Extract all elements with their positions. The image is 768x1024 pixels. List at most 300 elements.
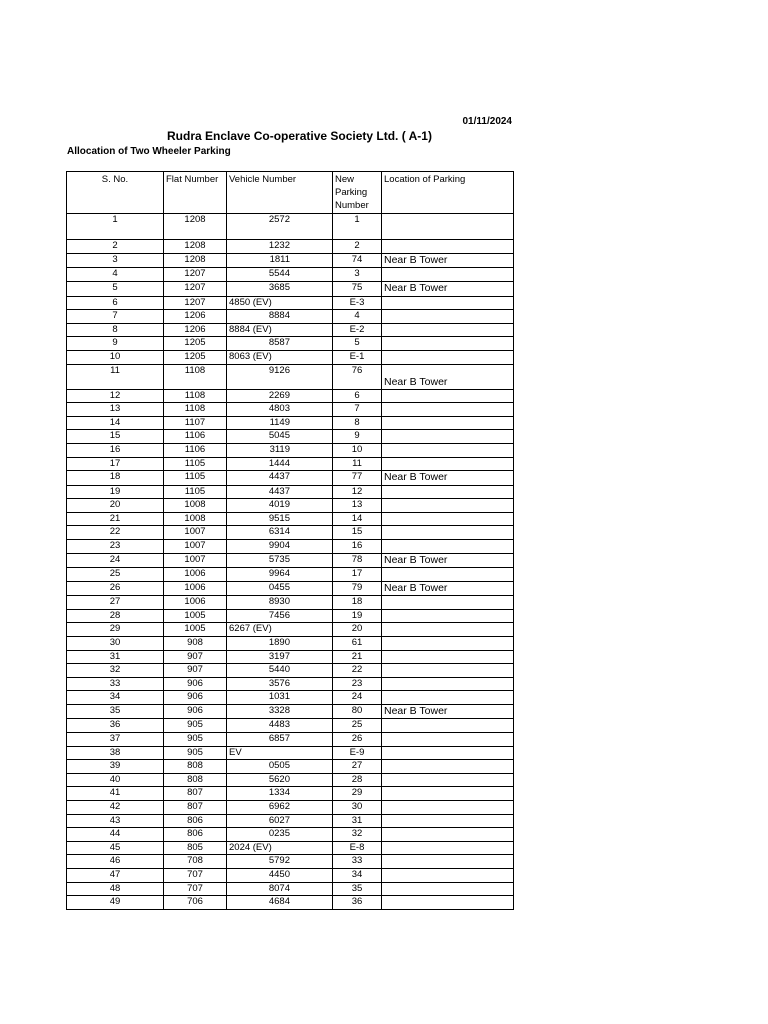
- cell-vehicle-number: 6267 (EV): [227, 623, 333, 637]
- cell-vehicle-number: 8884 (EV): [227, 323, 333, 337]
- cell-flat-number: 1105: [164, 485, 227, 499]
- document-date: 01/11/2024: [462, 116, 512, 127]
- cell-parking-number: 78: [333, 553, 382, 568]
- cell-sno: 36: [67, 719, 164, 733]
- cell-vehicle-number: 3685: [227, 282, 333, 297]
- table-row: [67, 350, 514, 364]
- table-row: [67, 337, 514, 351]
- column-header-new-parking-number: New Parking Number: [333, 172, 382, 214]
- cell-location: Near B Tower: [382, 581, 514, 596]
- cell-location: [382, 296, 514, 310]
- cell-parking-number: 3: [333, 268, 382, 282]
- table-row: [67, 389, 514, 403]
- cell-parking-number: 31: [333, 814, 382, 828]
- cell-location: [382, 310, 514, 324]
- table-row: [67, 364, 514, 389]
- cell-sno: 8: [67, 323, 164, 337]
- cell-vehicle-number: 2572: [227, 214, 333, 240]
- table-row: [67, 623, 514, 637]
- cell-sno: 35: [67, 704, 164, 719]
- cell-parking-number: E-2: [333, 323, 382, 337]
- cell-sno: 32: [67, 664, 164, 678]
- table-row: [67, 773, 514, 787]
- cell-location: [382, 457, 514, 471]
- cell-location: Near B Tower: [382, 471, 514, 486]
- table-row: [67, 430, 514, 444]
- cell-sno: 5: [67, 282, 164, 297]
- cell-sno: 7: [67, 310, 164, 324]
- cell-vehicle-number: 4483: [227, 719, 333, 733]
- cell-vehicle-number: 1811: [227, 253, 333, 268]
- table-row: [67, 677, 514, 691]
- table-row: [67, 882, 514, 896]
- cell-vehicle-number: 5792: [227, 855, 333, 869]
- cell-parking-number: 79: [333, 581, 382, 596]
- table-row: [67, 828, 514, 842]
- cell-flat-number: 707: [164, 868, 227, 882]
- cell-parking-number: 74: [333, 253, 382, 268]
- cell-location: [382, 268, 514, 282]
- cell-location: [382, 841, 514, 855]
- cell-vehicle-number: 3328: [227, 704, 333, 719]
- cell-vehicle-number: 8587: [227, 337, 333, 351]
- cell-flat-number: 1108: [164, 389, 227, 403]
- cell-location: [382, 773, 514, 787]
- cell-location: [382, 664, 514, 678]
- cell-location: [382, 677, 514, 691]
- cell-location: [382, 323, 514, 337]
- cell-vehicle-number: 9126: [227, 364, 333, 389]
- cell-flat-number: 1208: [164, 240, 227, 254]
- cell-parking-number: 61: [333, 636, 382, 650]
- cell-parking-number: 33: [333, 855, 382, 869]
- cell-flat-number: 1008: [164, 512, 227, 526]
- cell-flat-number: 806: [164, 814, 227, 828]
- cell-sno: 15: [67, 430, 164, 444]
- cell-parking-number: 75: [333, 282, 382, 297]
- cell-parking-number: 36: [333, 896, 382, 910]
- cell-sno: 26: [67, 581, 164, 596]
- table-row: [67, 855, 514, 869]
- cell-parking-number: 20: [333, 623, 382, 637]
- cell-flat-number: 1206: [164, 310, 227, 324]
- cell-location: [382, 800, 514, 814]
- cell-vehicle-number: 8930: [227, 596, 333, 610]
- cell-flat-number: 1006: [164, 596, 227, 610]
- cell-vehicle-number: 4437: [227, 471, 333, 486]
- cell-sno: 24: [67, 553, 164, 568]
- cell-parking-number: 1: [333, 214, 382, 240]
- table-row: [67, 596, 514, 610]
- cell-vehicle-number: 5045: [227, 430, 333, 444]
- cell-location: [382, 596, 514, 610]
- cell-sno: 21: [67, 512, 164, 526]
- cell-parking-number: 2: [333, 240, 382, 254]
- cell-vehicle-number: 3119: [227, 443, 333, 457]
- table-row: [67, 268, 514, 282]
- cell-flat-number: 1106: [164, 443, 227, 457]
- cell-vehicle-number: 1444: [227, 457, 333, 471]
- cell-vehicle-number: 1031: [227, 691, 333, 705]
- cell-vehicle-number: 4437: [227, 485, 333, 499]
- table-row: [67, 868, 514, 882]
- cell-flat-number: 1007: [164, 553, 227, 568]
- table-row: [67, 609, 514, 623]
- cell-parking-number: 10: [333, 443, 382, 457]
- cell-vehicle-number: 1149: [227, 416, 333, 430]
- table-row: [67, 240, 514, 254]
- cell-sno: 28: [67, 609, 164, 623]
- table-row: [67, 416, 514, 430]
- society-title: Rudra Enclave Co-operative Society Ltd. ( A-1): [167, 129, 432, 143]
- cell-sno: 17: [67, 457, 164, 471]
- cell-parking-number: 4: [333, 310, 382, 324]
- cell-location: Near B Tower: [382, 704, 514, 719]
- table-row: [67, 800, 514, 814]
- cell-location: Near B Tower: [382, 253, 514, 268]
- cell-vehicle-number: 4684: [227, 896, 333, 910]
- cell-location: [382, 539, 514, 553]
- cell-sno: 41: [67, 787, 164, 801]
- cell-flat-number: 806: [164, 828, 227, 842]
- cell-vehicle-number: 8074: [227, 882, 333, 896]
- table-row: [67, 746, 514, 760]
- cell-parking-number: 16: [333, 539, 382, 553]
- cell-parking-number: 7: [333, 403, 382, 417]
- cell-location: [382, 746, 514, 760]
- cell-parking-number: 80: [333, 704, 382, 719]
- cell-parking-number: 11: [333, 457, 382, 471]
- cell-flat-number: 1207: [164, 282, 227, 297]
- cell-parking-number: 9: [333, 430, 382, 444]
- cell-flat-number: 1207: [164, 268, 227, 282]
- cell-flat-number: 905: [164, 746, 227, 760]
- cell-flat-number: 1107: [164, 416, 227, 430]
- cell-location: [382, 485, 514, 499]
- cell-vehicle-number: 5735: [227, 553, 333, 568]
- cell-flat-number: 906: [164, 704, 227, 719]
- cell-parking-number: 12: [333, 485, 382, 499]
- cell-flat-number: 1105: [164, 471, 227, 486]
- table-row: [67, 553, 514, 568]
- cell-parking-number: 15: [333, 526, 382, 540]
- document-subtitle: Allocation of Two Wheeler Parking: [67, 146, 231, 157]
- cell-flat-number: 807: [164, 787, 227, 801]
- cell-sno: 9: [67, 337, 164, 351]
- cell-sno: 20: [67, 499, 164, 513]
- cell-flat-number: 1007: [164, 539, 227, 553]
- cell-sno: 38: [67, 746, 164, 760]
- cell-flat-number: 1008: [164, 499, 227, 513]
- cell-flat-number: 1005: [164, 623, 227, 637]
- column-header-vehicle-number: Vehicle Number: [227, 172, 333, 214]
- cell-parking-number: 30: [333, 800, 382, 814]
- cell-location: [382, 882, 514, 896]
- cell-parking-number: 76: [333, 364, 382, 389]
- table-row: [67, 896, 514, 910]
- cell-sno: 39: [67, 760, 164, 774]
- cell-parking-number: 32: [333, 828, 382, 842]
- cell-parking-number: 8: [333, 416, 382, 430]
- cell-sno: 44: [67, 828, 164, 842]
- cell-flat-number: 807: [164, 800, 227, 814]
- cell-flat-number: 1007: [164, 526, 227, 540]
- table-row: [67, 704, 514, 719]
- cell-vehicle-number: 7456: [227, 609, 333, 623]
- cell-parking-number: 18: [333, 596, 382, 610]
- cell-flat-number: 805: [164, 841, 227, 855]
- cell-location: [382, 733, 514, 747]
- cell-flat-number: 1205: [164, 337, 227, 351]
- cell-flat-number: 1207: [164, 296, 227, 310]
- cell-flat-number: 907: [164, 650, 227, 664]
- cell-parking-number: 28: [333, 773, 382, 787]
- cell-parking-number: E-8: [333, 841, 382, 855]
- cell-vehicle-number: 9964: [227, 568, 333, 582]
- cell-flat-number: 905: [164, 733, 227, 747]
- cell-flat-number: 808: [164, 760, 227, 774]
- cell-flat-number: 906: [164, 691, 227, 705]
- cell-vehicle-number: 1232: [227, 240, 333, 254]
- cell-sno: 19: [67, 485, 164, 499]
- parking-allocation-table: [66, 171, 514, 910]
- cell-location: Near B Tower: [382, 282, 514, 297]
- cell-location: [382, 828, 514, 842]
- cell-flat-number: 706: [164, 896, 227, 910]
- cell-parking-number: 29: [333, 787, 382, 801]
- cell-parking-number: 27: [333, 760, 382, 774]
- cell-location: [382, 868, 514, 882]
- cell-vehicle-number: 0505: [227, 760, 333, 774]
- cell-location: [382, 526, 514, 540]
- cell-location: [382, 691, 514, 705]
- table-body: [67, 214, 514, 910]
- cell-flat-number: 1108: [164, 403, 227, 417]
- table-row: [67, 719, 514, 733]
- cell-location: [382, 443, 514, 457]
- table-row: [67, 691, 514, 705]
- cell-parking-number: E-9: [333, 746, 382, 760]
- cell-parking-number: 17: [333, 568, 382, 582]
- table-row: [67, 733, 514, 747]
- cell-sno: 12: [67, 389, 164, 403]
- table-row: [67, 636, 514, 650]
- cell-location: Near B Tower: [382, 553, 514, 568]
- cell-sno: 42: [67, 800, 164, 814]
- table-row: [67, 581, 514, 596]
- cell-parking-number: 22: [333, 664, 382, 678]
- cell-flat-number: 1105: [164, 457, 227, 471]
- table-row: [67, 650, 514, 664]
- cell-sno: 11: [67, 364, 164, 389]
- table-row: [67, 457, 514, 471]
- cell-location: [382, 337, 514, 351]
- table-row: [67, 214, 514, 240]
- cell-sno: 2: [67, 240, 164, 254]
- cell-parking-number: 77: [333, 471, 382, 486]
- cell-vehicle-number: 6314: [227, 526, 333, 540]
- table-row: [67, 471, 514, 486]
- table-row: [67, 787, 514, 801]
- cell-vehicle-number: 5620: [227, 773, 333, 787]
- cell-vehicle-number: 6027: [227, 814, 333, 828]
- cell-sno: 34: [67, 691, 164, 705]
- cell-vehicle-number: 2024 (EV): [227, 841, 333, 855]
- cell-vehicle-number: 3576: [227, 677, 333, 691]
- cell-vehicle-number: 6857: [227, 733, 333, 747]
- cell-sno: 23: [67, 539, 164, 553]
- cell-vehicle-number: EV: [227, 746, 333, 760]
- table-row: [67, 485, 514, 499]
- cell-flat-number: 1208: [164, 214, 227, 240]
- cell-sno: 31: [67, 650, 164, 664]
- cell-sno: 45: [67, 841, 164, 855]
- cell-vehicle-number: 1334: [227, 787, 333, 801]
- cell-flat-number: 908: [164, 636, 227, 650]
- table-row: [67, 310, 514, 324]
- table-row: [67, 539, 514, 553]
- cell-sno: 40: [67, 773, 164, 787]
- cell-sno: 37: [67, 733, 164, 747]
- cell-location: [382, 389, 514, 403]
- cell-sno: 25: [67, 568, 164, 582]
- cell-sno: 13: [67, 403, 164, 417]
- cell-vehicle-number: 4450: [227, 868, 333, 882]
- cell-vehicle-number: 0235: [227, 828, 333, 842]
- cell-flat-number: 1205: [164, 350, 227, 364]
- cell-location: [382, 416, 514, 430]
- cell-sno: 16: [67, 443, 164, 457]
- cell-flat-number: 708: [164, 855, 227, 869]
- cell-vehicle-number: 4019: [227, 499, 333, 513]
- cell-flat-number: 707: [164, 882, 227, 896]
- cell-sno: 43: [67, 814, 164, 828]
- cell-parking-number: E-1: [333, 350, 382, 364]
- column-header-flat-number: Flat Number: [164, 172, 227, 214]
- cell-vehicle-number: 1890: [227, 636, 333, 650]
- column-header-location-of-parking: Location of Parking: [382, 172, 514, 214]
- cell-flat-number: 1208: [164, 253, 227, 268]
- table-row: [67, 760, 514, 774]
- table-row: [67, 814, 514, 828]
- cell-flat-number: 1006: [164, 581, 227, 596]
- cell-location: [382, 350, 514, 364]
- cell-location: [382, 499, 514, 513]
- cell-parking-number: 6: [333, 389, 382, 403]
- cell-vehicle-number: 3197: [227, 650, 333, 664]
- cell-vehicle-number: 8063 (EV): [227, 350, 333, 364]
- cell-location: [382, 719, 514, 733]
- cell-sno: 33: [67, 677, 164, 691]
- cell-vehicle-number: 4803: [227, 403, 333, 417]
- cell-sno: 47: [67, 868, 164, 882]
- cell-vehicle-number: 5544: [227, 268, 333, 282]
- cell-parking-number: 23: [333, 677, 382, 691]
- table-row: [67, 443, 514, 457]
- cell-vehicle-number: 0455: [227, 581, 333, 596]
- cell-vehicle-number: 4850 (EV): [227, 296, 333, 310]
- cell-parking-number: 26: [333, 733, 382, 747]
- cell-flat-number: 1106: [164, 430, 227, 444]
- cell-parking-number: 34: [333, 868, 382, 882]
- cell-location: [382, 814, 514, 828]
- cell-sno: 1: [67, 214, 164, 240]
- cell-parking-number: 14: [333, 512, 382, 526]
- table-row: [67, 282, 514, 297]
- cell-location: [382, 403, 514, 417]
- cell-flat-number: 1005: [164, 609, 227, 623]
- cell-sno: 4: [67, 268, 164, 282]
- table-header-row: [67, 172, 514, 214]
- column-header-sno: S. No.: [67, 172, 164, 214]
- cell-location: [382, 855, 514, 869]
- cell-flat-number: 905: [164, 719, 227, 733]
- table-row: [67, 664, 514, 678]
- cell-location: [382, 240, 514, 254]
- cell-sno: 22: [67, 526, 164, 540]
- cell-parking-number: 21: [333, 650, 382, 664]
- cell-parking-number: 25: [333, 719, 382, 733]
- cell-sno: 27: [67, 596, 164, 610]
- cell-parking-number: 24: [333, 691, 382, 705]
- table-row: [67, 526, 514, 540]
- table-row: [67, 323, 514, 337]
- cell-parking-number: E-3: [333, 296, 382, 310]
- table-row: [67, 568, 514, 582]
- cell-location: [382, 623, 514, 637]
- cell-flat-number: 808: [164, 773, 227, 787]
- cell-parking-number: 19: [333, 609, 382, 623]
- cell-vehicle-number: 8884: [227, 310, 333, 324]
- cell-flat-number: 1006: [164, 568, 227, 582]
- cell-vehicle-number: 5440: [227, 664, 333, 678]
- cell-sno: 29: [67, 623, 164, 637]
- cell-location: [382, 650, 514, 664]
- cell-sno: 3: [67, 253, 164, 268]
- cell-sno: 10: [67, 350, 164, 364]
- cell-sno: 6: [67, 296, 164, 310]
- table-row: [67, 253, 514, 268]
- cell-location: [382, 214, 514, 240]
- cell-vehicle-number: 9904: [227, 539, 333, 553]
- table-row: [67, 403, 514, 417]
- cell-vehicle-number: 6962: [227, 800, 333, 814]
- cell-sno: 46: [67, 855, 164, 869]
- cell-vehicle-number: 2269: [227, 389, 333, 403]
- cell-sno: 30: [67, 636, 164, 650]
- cell-parking-number: 5: [333, 337, 382, 351]
- cell-location: [382, 568, 514, 582]
- table-row: [67, 512, 514, 526]
- cell-vehicle-number: 9515: [227, 512, 333, 526]
- cell-location: [382, 609, 514, 623]
- cell-sno: 49: [67, 896, 164, 910]
- cell-location: Near B Tower: [382, 364, 514, 389]
- cell-flat-number: 1108: [164, 364, 227, 389]
- table-row: [67, 499, 514, 513]
- cell-flat-number: 1206: [164, 323, 227, 337]
- cell-flat-number: 907: [164, 664, 227, 678]
- cell-sno: 18: [67, 471, 164, 486]
- cell-location: [382, 636, 514, 650]
- cell-parking-number: 13: [333, 499, 382, 513]
- table-row: [67, 296, 514, 310]
- cell-location: [382, 787, 514, 801]
- cell-sno: 48: [67, 882, 164, 896]
- cell-location: [382, 512, 514, 526]
- cell-location: [382, 760, 514, 774]
- cell-sno: 14: [67, 416, 164, 430]
